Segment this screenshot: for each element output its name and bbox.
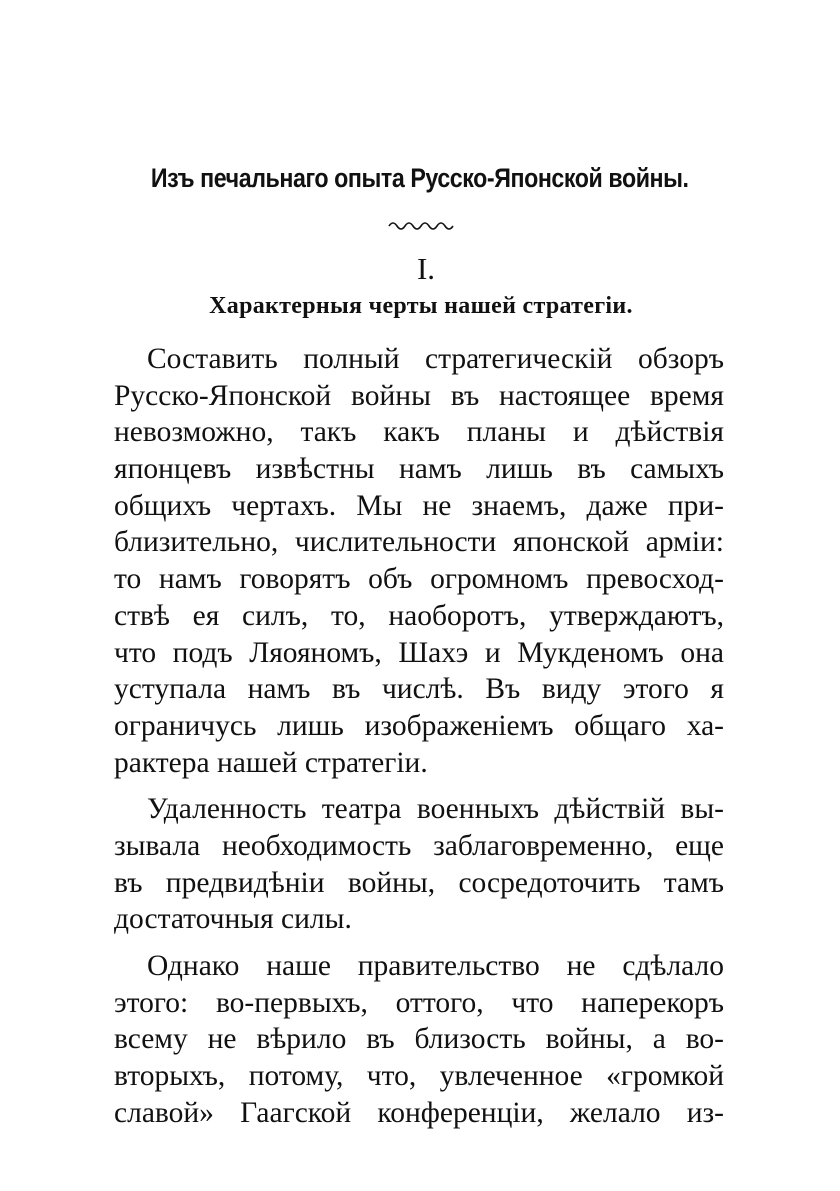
body-text [114,341,724,1131]
paragraph [114,948,724,1131]
paragraph [114,341,724,781]
text-line: достаточныя силы. [114,903,352,936]
paragraph-gap [114,938,724,948]
text-line: что подъ Ляояномъ, Шахэ и Мукденомъ она [114,636,724,669]
text-line: зывала необходимость заблаговременно, еще [114,829,724,862]
text-line: славой» Гаагской конференціи, желало из- [114,1096,724,1129]
text-line: невозможно, такъ какъ планы и дѣйствія [114,416,724,449]
text-line: всему не вѣрило въ близость войны, а во- [114,1023,724,1056]
chapter-title: Характерныя черты нашей стратегіи. [209,293,633,319]
paragraph-gap [114,781,724,791]
text-line: близительно, числительности японской арміи: [114,526,724,559]
text-line: Удаленность театра военныхъ дѣйствій вы- [147,793,724,826]
text-line: ствѣ ея силъ, то, наоборотъ, утверждаютъ, [114,599,724,632]
text-line: то намъ говорятъ объ огромномъ превосход- [114,563,724,596]
paragraph [114,791,724,938]
text-line: этого: во-первыхъ, оттого, что наперекоръ [114,986,724,1019]
text-line: Однако наше правительство не сдѣлало [147,950,724,982]
text-line: общихъ чертахъ. Мы не знаемъ, даже при- [114,489,724,522]
text-line: вторыхъ, потому, что, увлеченное «громкой [114,1060,724,1093]
text-line: въ предвидѣніи войны, сосредоточить тамъ [114,866,724,899]
text-line: японцевъ извѣстны намъ лишь въ самыхъ [114,453,724,486]
page-title: Изъ печальнаго опыта Русско-Японской войны. [150,163,689,193]
text-line: ограничусь лишь изображеніемъ общаго ха- [114,709,724,742]
text-line: Составить полный стратегическій обзоръ [147,343,724,375]
chapter-number [0,251,840,287]
chapter-number-text: I. [416,251,436,286]
wavy-rule-ornament-icon [388,219,454,233]
text-line: уступала намъ въ числѣ. Въ виду этого я [114,673,724,706]
text-line: Русско-Японской войны въ настоящее время [114,379,724,412]
text-line: рактера нашей стратегіи. [114,746,428,779]
